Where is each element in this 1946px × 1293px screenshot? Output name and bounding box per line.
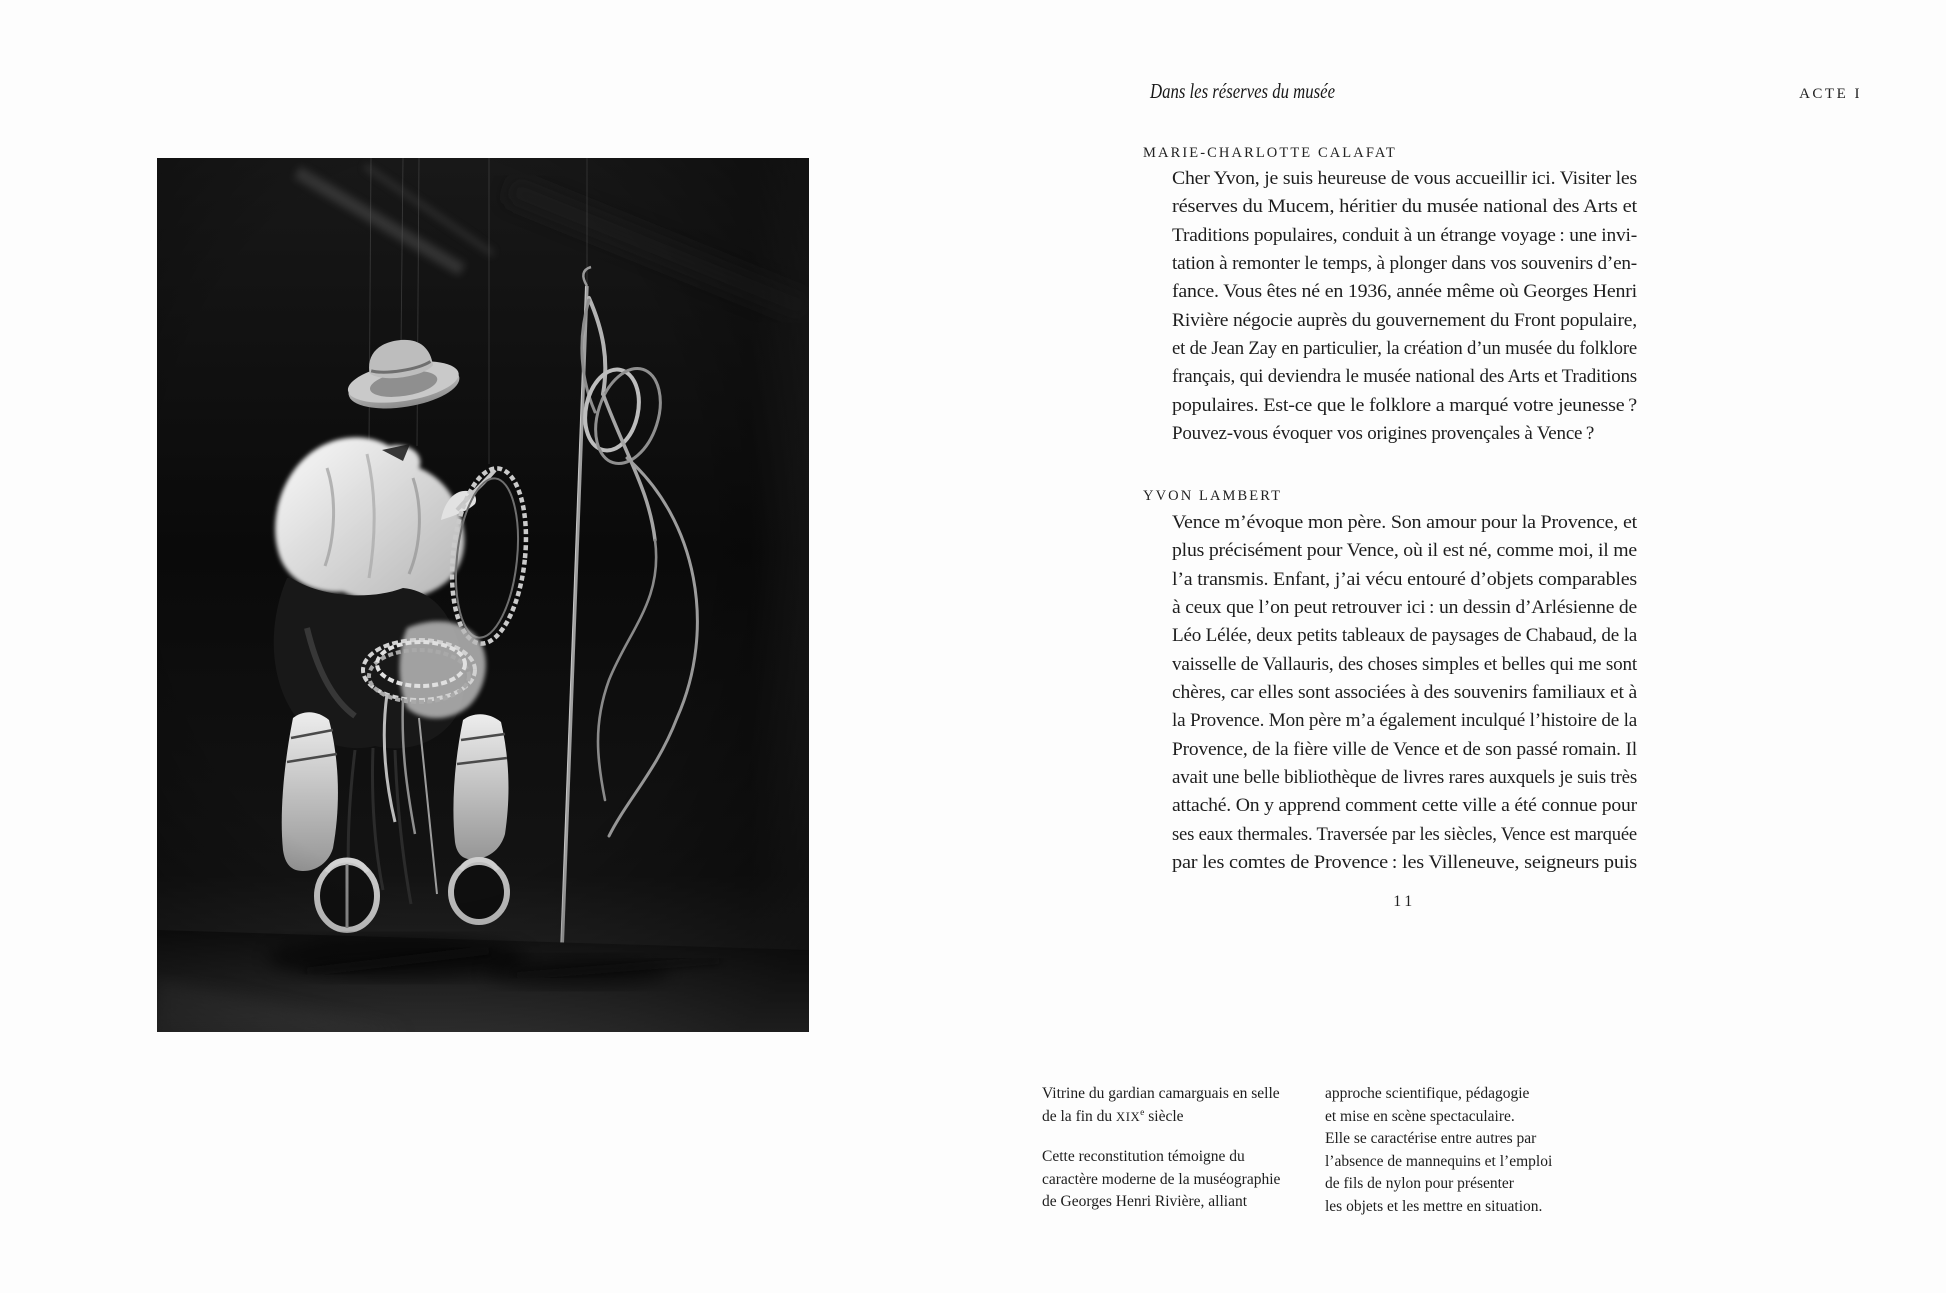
caption-line: de Georges Henri Rivière, alliant	[1042, 1193, 1248, 1211]
caption-line: de fils de nylon pour présenter	[1325, 1175, 1514, 1193]
vitrine-photo	[157, 158, 809, 1032]
text-line: Léo Lélée, deux petits tableaux de paysages de Chabaud, de la	[1172, 625, 1637, 647]
text-line: ses eaux thermales. Traversée par les siècles, Vence est marquée	[1172, 823, 1637, 845]
caption-line: caractère moderne de la muséographie	[1042, 1170, 1281, 1188]
dialogue-paragraph-2	[1172, 509, 1637, 877]
text-line: par les comtes de Provence : les Villeneuve, seigneurs puis	[1172, 852, 1637, 874]
running-title: Dans les réserves du musée	[1150, 79, 1335, 103]
caption-line: l’absence de mannequins et l’emploi	[1325, 1152, 1553, 1170]
speaker-label-calafat: MARIE-CHARLOTTE CALAFAT	[1143, 145, 1397, 161]
text-line: chères, car elles sont associées à des souvenirs familiaux et à	[1172, 682, 1637, 704]
text-line: à ceux que l’on peut retrouver ici : un dessin d’Arlésienne de	[1172, 597, 1637, 619]
text-line: et de Jean Zay en particulier, la création d’un musée du folklore	[1172, 338, 1637, 360]
text-line: attaché. On y apprend comment cette ville a été connue pour	[1172, 795, 1637, 817]
text-line: l’a transmis. Enfant, j’ai vécu entouré d’objets comparables	[1172, 568, 1637, 590]
text-line: réserves du Mucem, héritier du musée national des Arts et	[1172, 196, 1637, 218]
caption-line: approche scientifique, pédagogie	[1325, 1085, 1530, 1102]
text-line: plus précisément pour Vence, où il est né, comme moi, il me	[1172, 540, 1637, 562]
vitrine-photo-art	[157, 158, 809, 1032]
text-line: vaisselle de Vallauris, des choses simples et belles qui me sont	[1172, 653, 1637, 675]
caption-line: et mise en scène spectaculaire.	[1325, 1107, 1515, 1125]
caption-text: siècle	[1144, 1107, 1184, 1125]
text-line: avait une belle bibliothèque de livres rares auxquels je suis très	[1172, 767, 1637, 789]
ordinal-superscript: e	[1140, 1106, 1145, 1118]
caption-line: Cette reconstitution témoigne du	[1042, 1148, 1245, 1166]
section-label: ACTE I	[1799, 86, 1862, 102]
caption-line	[1042, 1106, 1184, 1129]
text-line: Cher Yvon, je suis heureuse de vous accueillir ici. Visiter les	[1172, 168, 1637, 189]
text-line: Vence m’évoque mon père. Son amour pour la Provence, et	[1172, 512, 1637, 533]
caption-block-body	[1325, 1083, 1610, 1219]
speaker-label-lambert: YVON LAMBERT	[1143, 488, 1283, 504]
text-line: la Provence. Mon père m’a également inculqué l’histoire de la	[1172, 710, 1637, 732]
caption-line: les objets et les mettre en situation.	[1325, 1197, 1543, 1215]
caption-line: Vitrine du gardian camarguais en selle	[1042, 1085, 1280, 1102]
text-line: Pouvez-vous évoquer vos origines provençales à Vence ?	[1172, 423, 1595, 445]
text-line: Provence, de la fière ville de Vence et de son passé romain. Il	[1172, 738, 1637, 760]
dialogue-paragraph-1	[1172, 165, 1637, 448]
text-line: fance. Vous êtes né en 1936, année même où Georges Henri	[1172, 281, 1637, 303]
caption-block-body	[1042, 1146, 1327, 1214]
text-line: tation à remonter le temps, à plonger dans vos souvenirs d’en-	[1172, 253, 1637, 275]
text-line: Rivière négocie auprès du gouvernement du Front populaire,	[1172, 309, 1637, 331]
caption-column-1	[1042, 1083, 1327, 1232]
caption-line: Elle se caractérise entre autres par	[1325, 1130, 1537, 1148]
roman-numeral: XIX	[1116, 1109, 1141, 1124]
page-number: 11	[1393, 893, 1416, 910]
caption-column-2	[1325, 1083, 1610, 1237]
caption-block-title	[1042, 1083, 1327, 1128]
text-line: populaires. Est-ce que le folklore a marqué votre jeunesse ?	[1172, 394, 1637, 416]
vignette	[157, 158, 809, 1032]
text-line: Traditions populaires, conduit à un étrange voyage : une invi-	[1172, 224, 1637, 246]
caption-text: de la fin du	[1042, 1107, 1117, 1125]
text-line: français, qui deviendra le musée national des Arts et Traditions	[1172, 366, 1637, 388]
